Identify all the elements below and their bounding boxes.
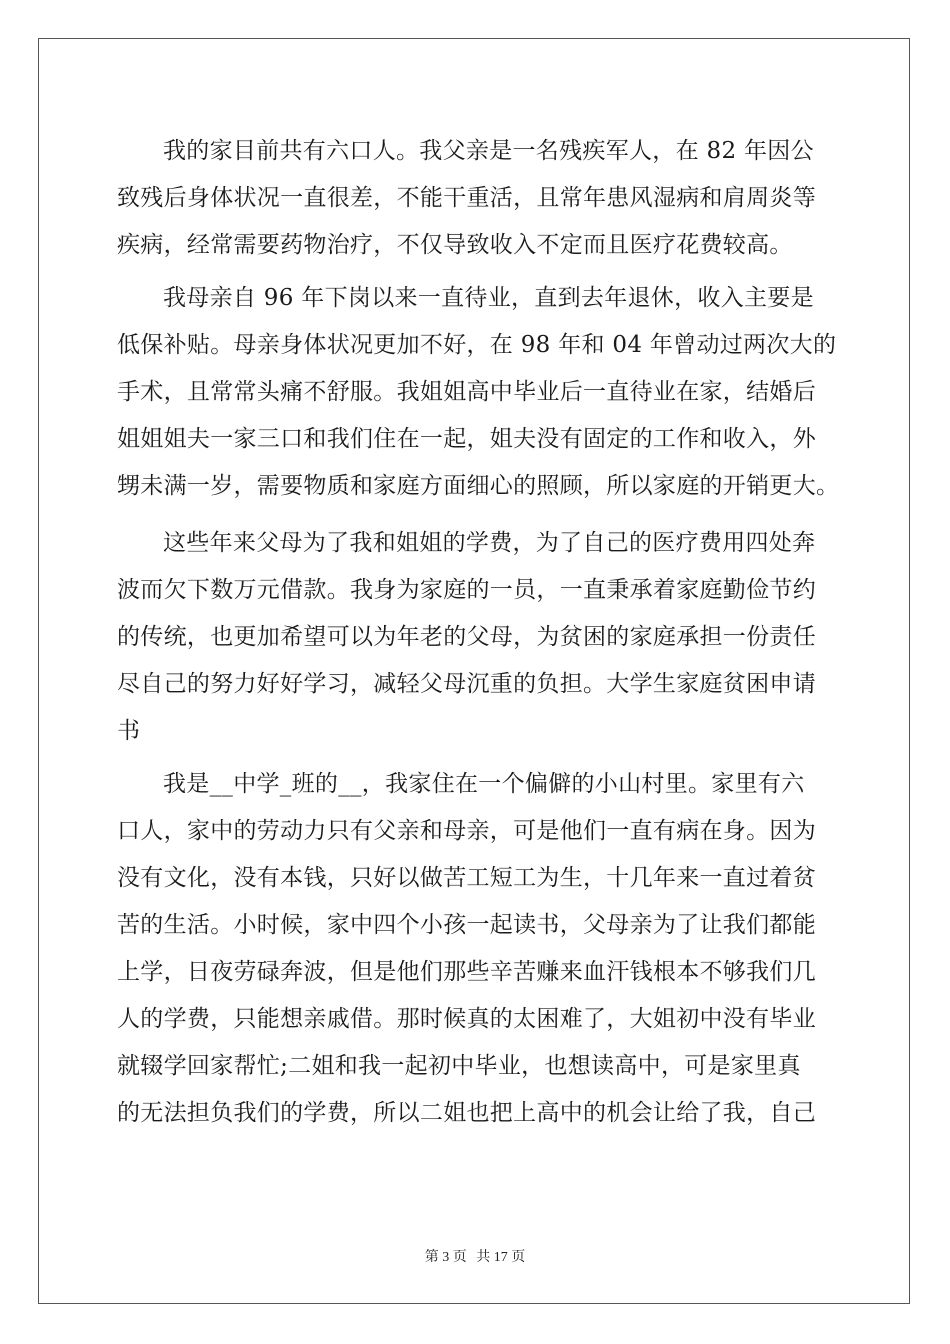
text-line: 苦的生活。小时候，家中四个小孩一起读书，父母亲为了让我们都能	[117, 912, 816, 938]
text-line: 致残后身体状况一直很差，不能干重活，且常年患风湿病和肩周炎等	[117, 185, 816, 211]
text-line: 的无法担负我们的学费，所以二姐也把上高中的机会让给了我，自己	[117, 1100, 816, 1126]
page-number: 第 3 页	[424, 1250, 467, 1265]
text-line: 疾病，经常需要药物治疗，不仅导致收入不定而且医疗花费较高。	[117, 232, 793, 258]
text-line: 我是__中学_班的__，我家住在一个偏僻的小山村里。家里有六	[163, 771, 805, 797]
text-line: 甥未满一岁，需要物质和家庭方面细心的照顾，所以家庭的开销更大。	[117, 473, 840, 499]
text-line: 尽自己的努力好好学习，减轻父母沉重的负担。大学生家庭贫困申请	[117, 671, 816, 697]
text-line: 我的家目前共有六口人。我父亲是一名残疾军人，在 82 年因公	[163, 138, 814, 164]
text-line: 的传统，也更加希望可以为年老的父母，为贫困的家庭承担一份责任	[117, 624, 816, 650]
text-line: 手术，且常常头痛不舒服。我姐姐高中毕业后一直待业在家，结婚后	[117, 379, 816, 405]
text-line: 书	[117, 718, 141, 744]
text-line: 口人，家中的劳动力只有父亲和母亲，可是他们一直有病在身。因为	[117, 818, 816, 844]
page-footer	[0, 1246, 950, 1266]
text-line: 姐姐姐夫一家三口和我们住在一起，姐夫没有固定的工作和收入，外	[117, 426, 816, 452]
page-total: 共 17 页	[476, 1250, 526, 1265]
text-line: 这些年来父母为了我和姐姐的学费，为了自己的医疗费用四处奔	[163, 530, 816, 556]
text-line: 我母亲自 96 年下岗以来一直待业，直到去年退休，收入主要是	[163, 285, 814, 311]
text-line: 没有文化，没有本钱，只好以做苦工短工为生，十几年来一直过着贫	[117, 865, 816, 891]
text-line: 低保补贴。母亲身体状况更加不好，在 98 年和 04 年曾动过两次大的	[117, 332, 837, 358]
text-line: 人的学费，只能想亲戚借。那时候真的太困难了，大姐初中没有毕业	[117, 1006, 816, 1032]
text-line: 上学，日夜劳碌奔波，但是他们那些辛苦赚来血汗钱根本不够我们几	[117, 959, 816, 985]
text-line: 波而欠下数万元借款。我身为家庭的一员，一直秉承着家庭勤俭节约	[117, 577, 816, 603]
text-line: 就辍学回家帮忙;二姐和我一起初中毕业，也想读高中，可是家里真	[117, 1053, 801, 1079]
